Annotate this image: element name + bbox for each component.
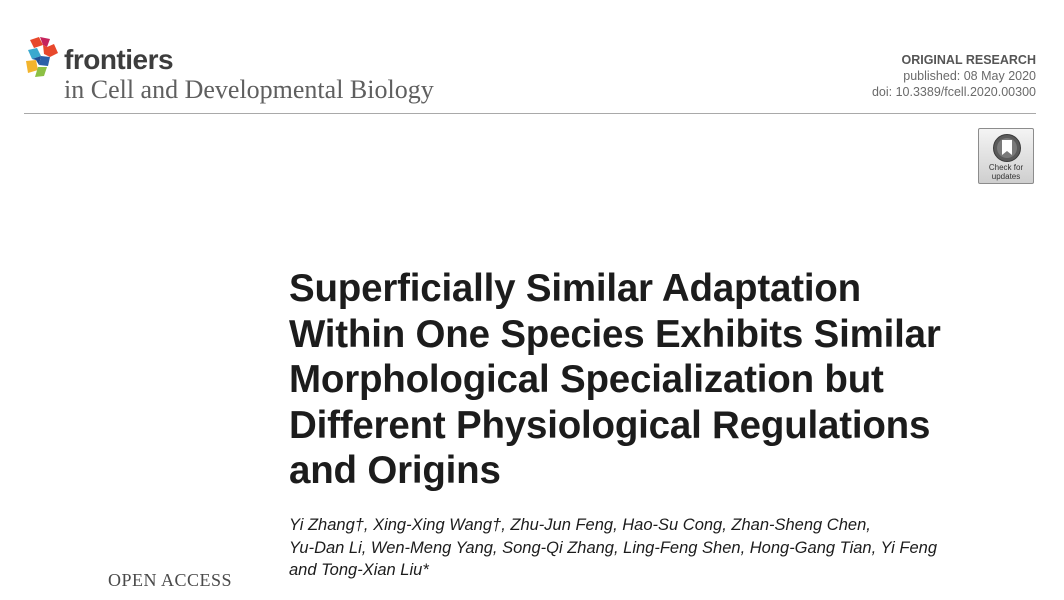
check-for-updates-button[interactable] <box>978 128 1034 184</box>
author-line[interactable]: and Tong-Xian Liu* <box>289 561 429 579</box>
header-divider <box>24 113 1036 114</box>
brand-name: frontiers <box>64 44 174 75</box>
author-line[interactable]: Yi Zhang†, Xing-Xing Wang†, Zhu-Jun Feng, Hao-Su Cong, Zhan-Sheng Chen, <box>289 516 871 534</box>
bookmark-icon <box>992 133 1022 163</box>
author-list <box>289 514 1029 582</box>
title-line: Within One Species Exhibits Similar <box>289 312 941 356</box>
title-line: Different Physiological Regulations <box>289 403 931 447</box>
title-line: Superficially Similar Adaptation <box>289 267 861 310</box>
author-line[interactable]: Yu-Dan Li, Wen-Meng Yang, Song-Qi Zhang, Ling-Feng Shen, Hong-Gang Tian, Yi Feng <box>289 538 938 557</box>
doi[interactable]: doi: 10.3389/fcell.2020.00300 <box>871 85 1036 99</box>
open-access-label: OPEN ACCESS <box>108 570 233 590</box>
frontiers-cube-icon <box>24 36 62 80</box>
published-date: published: 08 May 2020 <box>903 69 1036 83</box>
title-line: Morphological Specialization but <box>289 358 884 401</box>
journal-header <box>24 34 1036 114</box>
frontiers-logo[interactable] <box>24 34 494 108</box>
title-line: and Origins <box>289 449 501 492</box>
journal-name: in Cell and Developmental Biology <box>64 75 434 104</box>
article-meta <box>872 52 1036 100</box>
check-for-updates-label <box>979 164 1033 181</box>
article-title <box>289 266 1039 494</box>
check-for-updates-line2: updates <box>991 171 1021 181</box>
article-type: ORIGINAL RESEARCH <box>901 53 1036 67</box>
check-for-updates-line1: Check for <box>988 163 1024 172</box>
